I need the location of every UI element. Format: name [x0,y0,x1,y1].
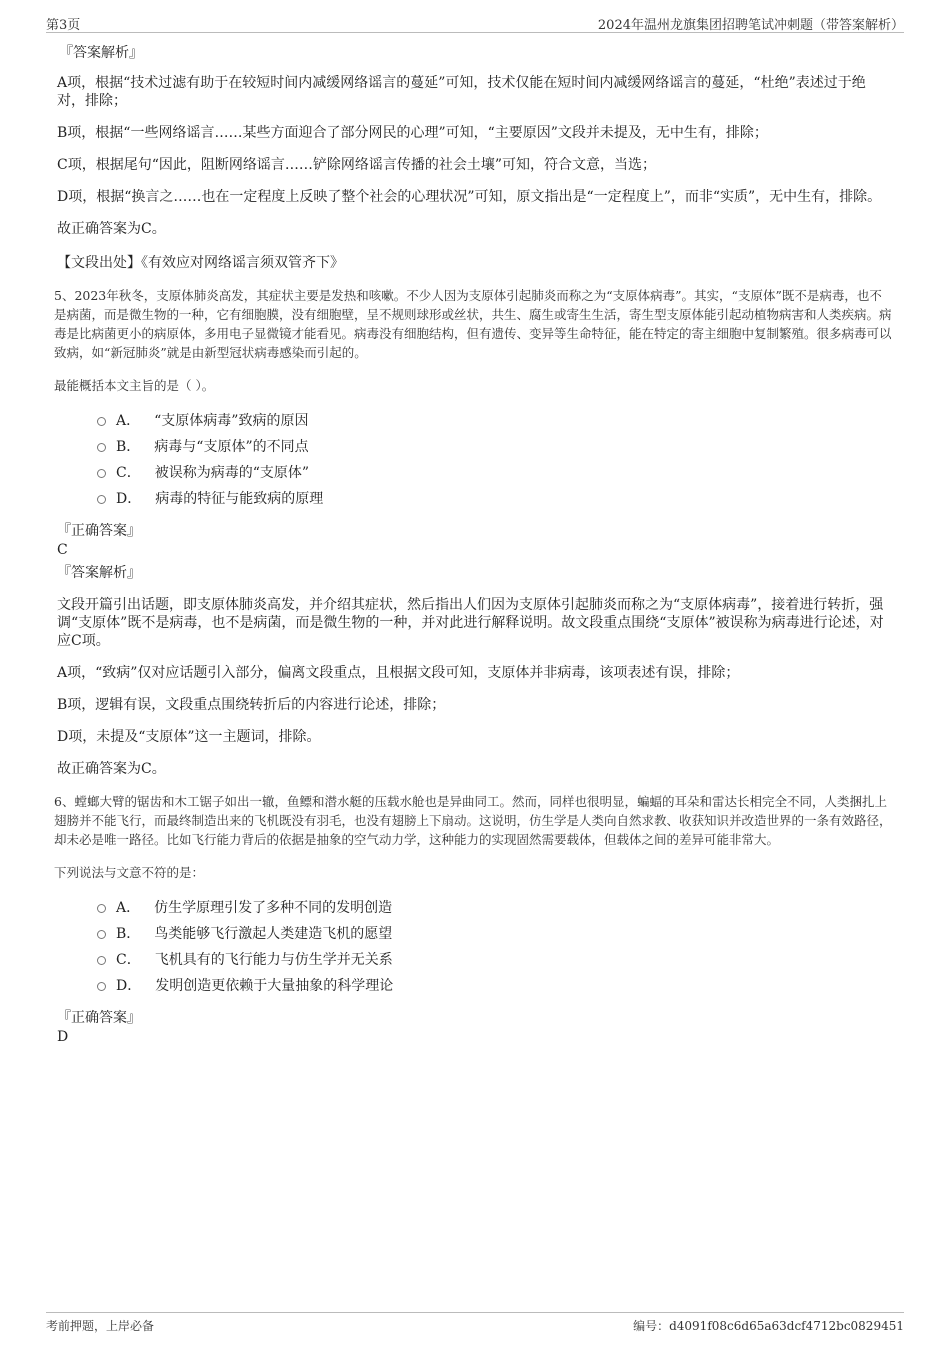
analysis-para: A项，根据“技术过滤有助于在较短时间内减缓网络谣言的蔓延”可知，技术仅能在短时间内减缓网络谣言的蔓延，“杜绝”表述过于绝对，排除； [57,75,866,109]
page-content [54,44,892,1051]
analysis-para: A项，“致病”仅对应话题引入部分，偏离文段重点，且根据文段可知，支原体并非病毒，该项表述有误，排除； [57,665,740,681]
radio-icon[interactable] [97,469,106,478]
radio-icon[interactable] [97,956,106,965]
option-b[interactable]: B． 病毒与“支原体”的不同点 [97,434,892,460]
option-a[interactable]: A． 仿生学原理引发了多种不同的发明创造 [97,895,892,921]
analysis-para: B项，根据“一些网络谣言……某些方面迎合了部分网民的心理”可知，“主要原因”文段并未提及，无中生有，排除； [57,125,768,141]
analysis-para: 文段开篇引出话题，即支原体肺炎高发，并介绍其症状，然后指出人们因为支原体引起肺炎而称之为“支原体病毒”，接着进行转折，强调“支原体”既不是病毒，也不是病菌，而是微生物的一种，并对此进行解释说明。故文段重点围绕“支原体”被误称为病毒进行论述，对应C项。 [57,597,884,649]
radio-icon[interactable] [97,417,106,426]
correct-answer-label: 『正确答案』 [57,1010,141,1026]
option-a[interactable]: A． “支原体病毒”致病的原因 [97,408,892,434]
footer-slogan: 考前押题，上岸必备 [46,1319,155,1333]
correct-answer-label: 『正确答案』 [57,523,141,539]
analysis-para: D项，未提及“支原体”这一主题词，排除。 [57,729,321,745]
page-number: 第3页 [46,18,81,33]
radio-icon[interactable] [97,930,106,939]
document-title: 2024年温州龙旗集团招聘笔试冲刺题（带答案解析） [597,18,904,33]
radio-icon[interactable] [97,904,106,913]
analysis-label: 『答案解析』 [59,45,143,61]
question-5-options [97,408,892,512]
radio-icon[interactable] [97,495,106,504]
option-d[interactable]: D． 病毒的特征与能致病的原理 [97,486,892,512]
analysis-para: D项，根据“换言之……也在一定程度上反映了整个社会的心理状况”可知，原文指出是“一定程度上”，而非“实质”，无中生有，排除。 [57,189,882,205]
passage-source: 【文段出处】《有效应对网络谣言须双管齐下》 [57,255,344,271]
correct-answer: C [57,542,68,558]
radio-icon[interactable] [97,443,106,452]
analysis-para: B项，逻辑有误，文段重点围绕转折后的内容进行论述，排除； [57,697,446,713]
analysis-conclusion: 故正确答案为C。 [57,761,166,777]
radio-icon[interactable] [97,982,106,991]
option-b[interactable]: B． 鸟类能够飞行激起人类建造飞机的愿望 [97,921,892,947]
option-c[interactable]: C． 被误称为病毒的“支原体” [97,460,892,486]
question-6-text: 6、螳螂大臂的锯齿和木工锯子如出一辙，鱼鳔和潜水艇的压载水舱也是异曲同工。然而，同样也很明显，蝙蝠的耳朵和雷达长相完全不同，人类捆扎上翅膀并不能飞行，而最终制造出来的飞机既没有羽毛，也没有翅膀上下扇动。这说明，仿生学是人类向自然求教、收获知识并改造世界的一条有效路径，却未必是唯一路径。比如飞行能力背后的依据是抽象的空气动力学，这种能力的实现固然需要载体，但载体之间的差异可能非常大。 [54,794,892,847]
analysis-conclusion: 故正确答案为C。 [57,221,166,237]
option-d[interactable]: D． 发明创造更依赖于大量抽象的科学理论 [97,973,892,999]
question-6-options [97,895,892,999]
option-c[interactable]: C． 飞机具有的飞行能力与仿生学并无关系 [97,947,892,973]
question-5-prompt: 最能概括本文主旨的是（ ）。 [54,378,215,393]
document-id: 编号：d4091f08c6d65a63dcf4712bc0829451 [633,1319,904,1333]
correct-answer: D [57,1029,69,1045]
question-5-text: 5、2023年秋冬，支原体肺炎高发，其症状主要是发热和咳嗽。不少人因为支原体引起肺炎而称之为“支原体病毒”。其实，“支原体”既不是病毒，也不是病菌，而是微生物的一种，它有细胞膜，没有细胞壁，呈不规则球形或丝状，共生、腐生或寄生生活，寄生型支原体能引起动植物病害和人类疾病。病毒是比病菌更小的病原体，多用电子显微镜才能看见。病毒没有细胞结构，但有遗传、变异等生命特征，能在特定的寄主细胞中复制繁殖。很多病毒可以致病，如“新冠肺炎”就是由新型冠状病毒感染而引起的。 [54,288,892,360]
page-footer [46,1312,904,1337]
question-6-prompt: 下列说法与文意不符的是： [54,865,205,880]
analysis-para: C项，根据尾句“因此，阻断网络谣言……铲除网络谣言传播的社会土壤”可知，符合文意，当选； [57,157,657,173]
page-header [46,14,904,33]
analysis-label: 『答案解析』 [57,565,141,581]
